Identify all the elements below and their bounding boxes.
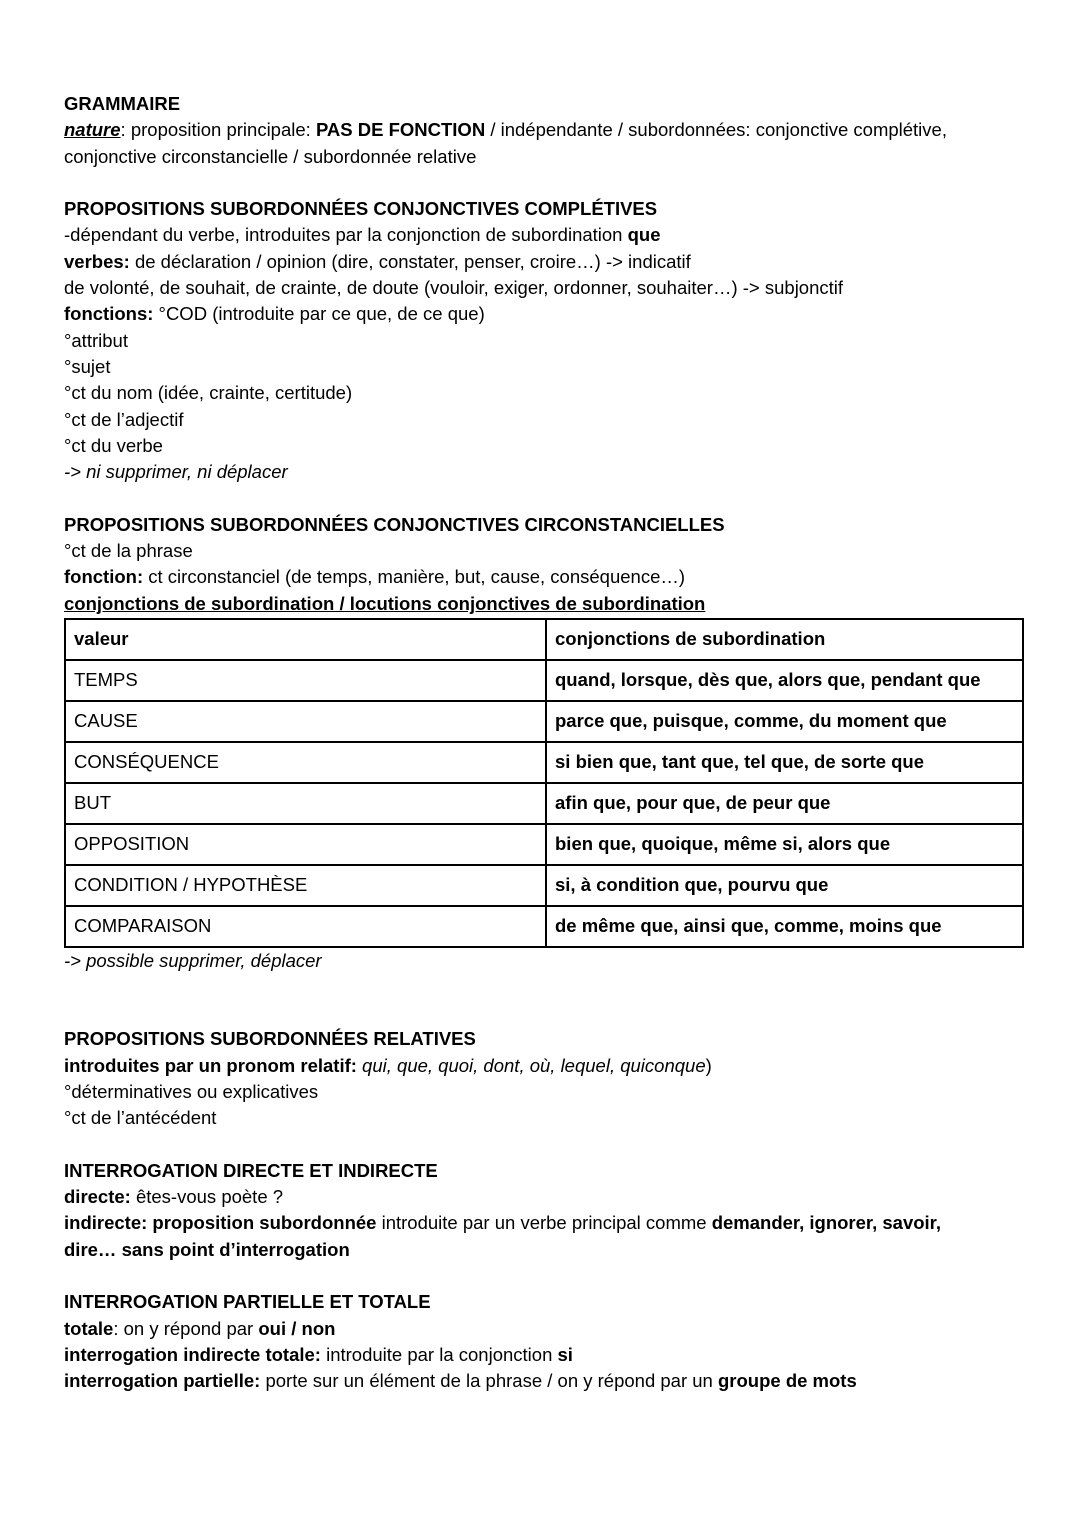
- directe-label: directe:: [64, 1186, 131, 1208]
- table-row: [65, 660, 1023, 701]
- relatives-line-3: °ct de l’antécédent: [64, 1107, 217, 1129]
- table-row: [65, 906, 1023, 947]
- relatives-pronoms: qui, que, quoi, dont, où, lequel, quiconque: [356, 1054, 706, 1076]
- conjonctions-table: [64, 618, 1024, 948]
- table-cell-conj: afin que, pour que, de peur que: [546, 783, 1023, 824]
- indirecte-totale-line: [64, 1342, 1024, 1368]
- circ-fonction-text: ct circonstanciel (de temps, manière, but, cause, conséquence…): [143, 566, 686, 588]
- nature-bold: PAS DE FONCTION: [315, 119, 486, 141]
- circ-line-1: °ct de la phrase: [64, 540, 193, 562]
- table-header-row: [65, 619, 1023, 660]
- totale-text: : on y répond par: [113, 1317, 259, 1339]
- fonctions-text: °COD (introduite par ce que, de ce que): [153, 303, 485, 325]
- circ-fonction-label: fonction:: [64, 566, 144, 588]
- indirecte-totale-label: interrogation indirecte totale:: [64, 1343, 321, 1365]
- fonction-ct-nom: °ct du nom (idée, crainte, certitude): [64, 382, 353, 404]
- table-header-conjonctions: conjonctions de subordination: [546, 619, 1023, 660]
- relatives-line-1: [64, 1053, 1024, 1079]
- nature-line: [64, 117, 1024, 143]
- indirecte-totale-text: introduite par la conjonction: [320, 1343, 558, 1365]
- partielle-bold: groupe de mots: [717, 1370, 857, 1392]
- table-cell-conj: si, à condition que, pourvu que: [546, 865, 1023, 906]
- completives-line-1: [64, 222, 1024, 248]
- section-title-partielle: INTERROGATION PARTIELLE ET TOTALE: [64, 1291, 431, 1313]
- table-cell-conj: quand, lorsque, dès que, alors que, pendant que: [546, 660, 1023, 701]
- directe-text: êtes-vous poète ?: [130, 1186, 284, 1208]
- table-cell-conj: parce que, puisque, comme, du moment que: [546, 701, 1023, 742]
- section-title-grammaire: GRAMMAIRE: [64, 93, 181, 114]
- table-cell-valeur: CAUSE: [65, 701, 546, 742]
- table-cell-valeur: CONDITION / HYPOTHÈSE: [65, 865, 546, 906]
- indirecte-totale-bold: si: [557, 1343, 573, 1365]
- relatives-label: introduites par un pronom relatif:: [64, 1054, 357, 1076]
- table-row: [65, 824, 1023, 865]
- nature-label: nature: [64, 119, 121, 141]
- table-cell-valeur: BUT: [65, 783, 546, 824]
- table-cell-conj: si bien que, tant que, tel que, de sorte que: [546, 742, 1023, 783]
- fonction-ct-adjectif: °ct de l’adjectif: [64, 408, 184, 430]
- partielle-text: porte sur un élément de la phrase / on y répond par un: [260, 1370, 718, 1392]
- indirecte-line-2: dire… sans point d’interrogation: [64, 1238, 350, 1260]
- table-row: [65, 783, 1023, 824]
- section-title-circonstancielles: PROPOSITIONS SUBORDONNÉES CONJONCTIVES CIRCONSTANCIELLES: [64, 513, 725, 535]
- fonctions-line: [64, 301, 1024, 327]
- circ-fonction-line: [64, 564, 1024, 590]
- relatives-paren: ): [705, 1054, 712, 1076]
- completives-note: -> ni supprimer, ni déplacer: [64, 461, 288, 483]
- document-page: [64, 91, 1024, 1394]
- partielle-line: [64, 1368, 1024, 1394]
- table-row: [65, 701, 1023, 742]
- circ-conjonctions-heading: conjonctions de subordination / locutions conjonctives de subordination: [64, 592, 706, 614]
- circonstancielles-note: -> possible supprimer, déplacer: [64, 949, 322, 971]
- verbes-text: de déclaration / opinion (dire, constater, penser, croire…) -> indicatif: [129, 250, 691, 272]
- relatives-line-2: °déterminatives ou explicatives: [64, 1080, 319, 1102]
- table-row: [65, 742, 1023, 783]
- section-title-relatives: PROPOSITIONS SUBORDONNÉES RELATIVES: [64, 1028, 476, 1050]
- verbes-line: [64, 249, 1024, 275]
- table-cell-valeur: COMPARAISON: [65, 906, 546, 947]
- indirecte-verbes: demander, ignorer, savoir,: [711, 1212, 941, 1234]
- fonctions-label: fonctions:: [64, 303, 154, 325]
- indirecte-text: introduite par un verbe principal comme: [376, 1212, 712, 1234]
- indirecte-line: [64, 1210, 1024, 1236]
- directe-line: [64, 1184, 1024, 1210]
- totale-line: [64, 1316, 1024, 1342]
- fonction-sujet: °sujet: [64, 355, 111, 377]
- table-cell-conj: de même que, ainsi que, comme, moins que: [546, 906, 1023, 947]
- fonction-ct-verbe: °ct du verbe: [64, 434, 163, 456]
- table-cell-conj: bien que, quoique, même si, alors que: [546, 824, 1023, 865]
- table-cell-valeur: OPPOSITION: [65, 824, 546, 865]
- totale-bold: oui / non: [258, 1317, 336, 1339]
- nature-text-1: : proposition principale:: [120, 119, 316, 141]
- nature-text-2: / indépendante / subordonnées: conjonctive complétive,: [485, 119, 947, 141]
- table-cell-valeur: CONSÉQUENCE: [65, 742, 546, 783]
- indirecte-bold: proposition subordonnée: [147, 1212, 377, 1234]
- completives-text: -dépendant du verbe, introduites par la conjonction de subordination: [64, 224, 628, 246]
- fonction-attribut: °attribut: [64, 329, 128, 351]
- totale-label: totale: [64, 1317, 114, 1339]
- verbes-label: verbes:: [64, 250, 130, 272]
- partielle-label: interrogation partielle:: [64, 1370, 261, 1392]
- table-header-valeur: valeur: [65, 619, 546, 660]
- volonte-line: de volonté, de souhait, de crainte, de doute (vouloir, exiger, ordonner, souhaiter…) -> subjonctif: [64, 277, 844, 299]
- table-cell-valeur: TEMPS: [65, 660, 546, 701]
- nature-line-2: conjonctive circonstancielle / subordonnée relative: [64, 145, 477, 167]
- completives-bold: que: [627, 224, 661, 246]
- table-row: [65, 865, 1023, 906]
- indirecte-label: indirecte:: [64, 1212, 148, 1234]
- section-title-completives: PROPOSITIONS SUBORDONNÉES CONJONCTIVES COMPLÉTIVES: [64, 198, 658, 220]
- section-title-interrogation: INTERROGATION DIRECTE ET INDIRECTE: [64, 1159, 438, 1181]
